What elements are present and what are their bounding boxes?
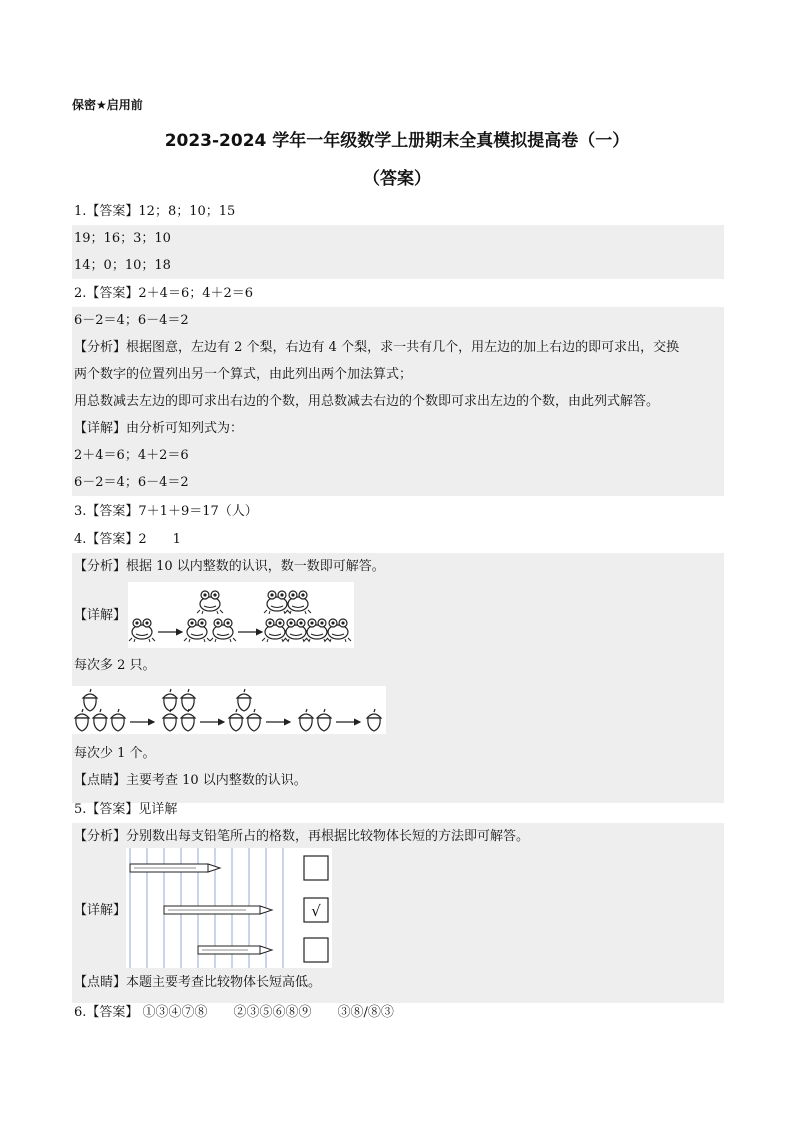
q2-analysis-line2: 两个数字的位置列出另一个算式，由此列出两个加法算式； bbox=[72, 361, 724, 388]
pencil-2 bbox=[164, 906, 272, 914]
q5-point: 【点睛】本题主要考查比较物体长短高低。 bbox=[74, 975, 322, 990]
q5-answer: 5.【答案】见详解 bbox=[74, 802, 178, 817]
answer-box-3 bbox=[304, 938, 328, 962]
q2-analysis-line3: 用总数减去左边的即可求出右边的个数，用总数减去右边的个数即可求出左边的个数，由此列式解答。 bbox=[72, 388, 724, 415]
check-mark: √ bbox=[311, 902, 321, 920]
confidential-label: 保密★启用前 bbox=[72, 98, 143, 112]
page-subtitle: （答案） bbox=[363, 169, 431, 189]
q1-answer-line3: 14；0；10；18 bbox=[72, 252, 724, 279]
q6-answer: 6.【答案】 ①③④⑦⑧ ②③⑤⑥⑧⑨ ③⑧/⑧③ bbox=[74, 1005, 394, 1020]
q1-answer: 1.【答案】12；8；10；15 bbox=[74, 204, 236, 219]
frogs-illustration bbox=[128, 582, 354, 648]
acorns-illustration bbox=[72, 686, 386, 734]
q1-answer-line2: 19；16；3；10 bbox=[72, 225, 724, 252]
pencil-3 bbox=[198, 946, 272, 954]
q2-detail: 【详解】由分析可知列式为： bbox=[72, 415, 724, 442]
q2-analysis: 【分析】根据图意，左边有 2 个梨，右边有 4 个梨，求一共有几个，用左边的加上右边的即可求出，交换 bbox=[72, 334, 724, 361]
q5-analysis: 【分析】分别数出每支铅笔所占的格数，再根据比较物体长短的方法即可解答。 bbox=[74, 829, 530, 844]
q2-detail-line3: 6－2＝4；6－4＝2 bbox=[72, 469, 724, 496]
pencils-grid bbox=[126, 848, 332, 968]
q2-answer: 2.【答案】2＋4＝6；4＋2＝6 bbox=[74, 286, 254, 301]
q4-detail-label: 【详解】 bbox=[74, 608, 127, 623]
q3-answer: 3.【答案】7＋1＋9＝17（人） bbox=[74, 504, 258, 519]
q5-detail-label: 【详解】 bbox=[74, 903, 127, 918]
q4-note-more: 每次多 2 只。 bbox=[74, 658, 156, 673]
answer-box-1 bbox=[304, 856, 328, 880]
q2-detail-line2: 2＋4＝6；4＋2＝6 bbox=[72, 442, 724, 469]
q4-note-less: 每次少 1 个。 bbox=[74, 746, 156, 761]
q2-answer-line2: 6－2＝4；6－4＝2 bbox=[72, 307, 724, 334]
q4-point: 【点睛】主要考查 10 以内整数的认识。 bbox=[74, 773, 307, 788]
q4-answer: 4.【答案】2 1 bbox=[74, 532, 181, 547]
page-title: 2023-2024 学年一年级数学上册期末全真模拟提高卷（一） bbox=[164, 131, 630, 151]
pencil-1 bbox=[130, 864, 220, 872]
q4-analysis: 【分析】根据 10 以内整数的认识，数一数即可解答。 bbox=[74, 559, 385, 574]
